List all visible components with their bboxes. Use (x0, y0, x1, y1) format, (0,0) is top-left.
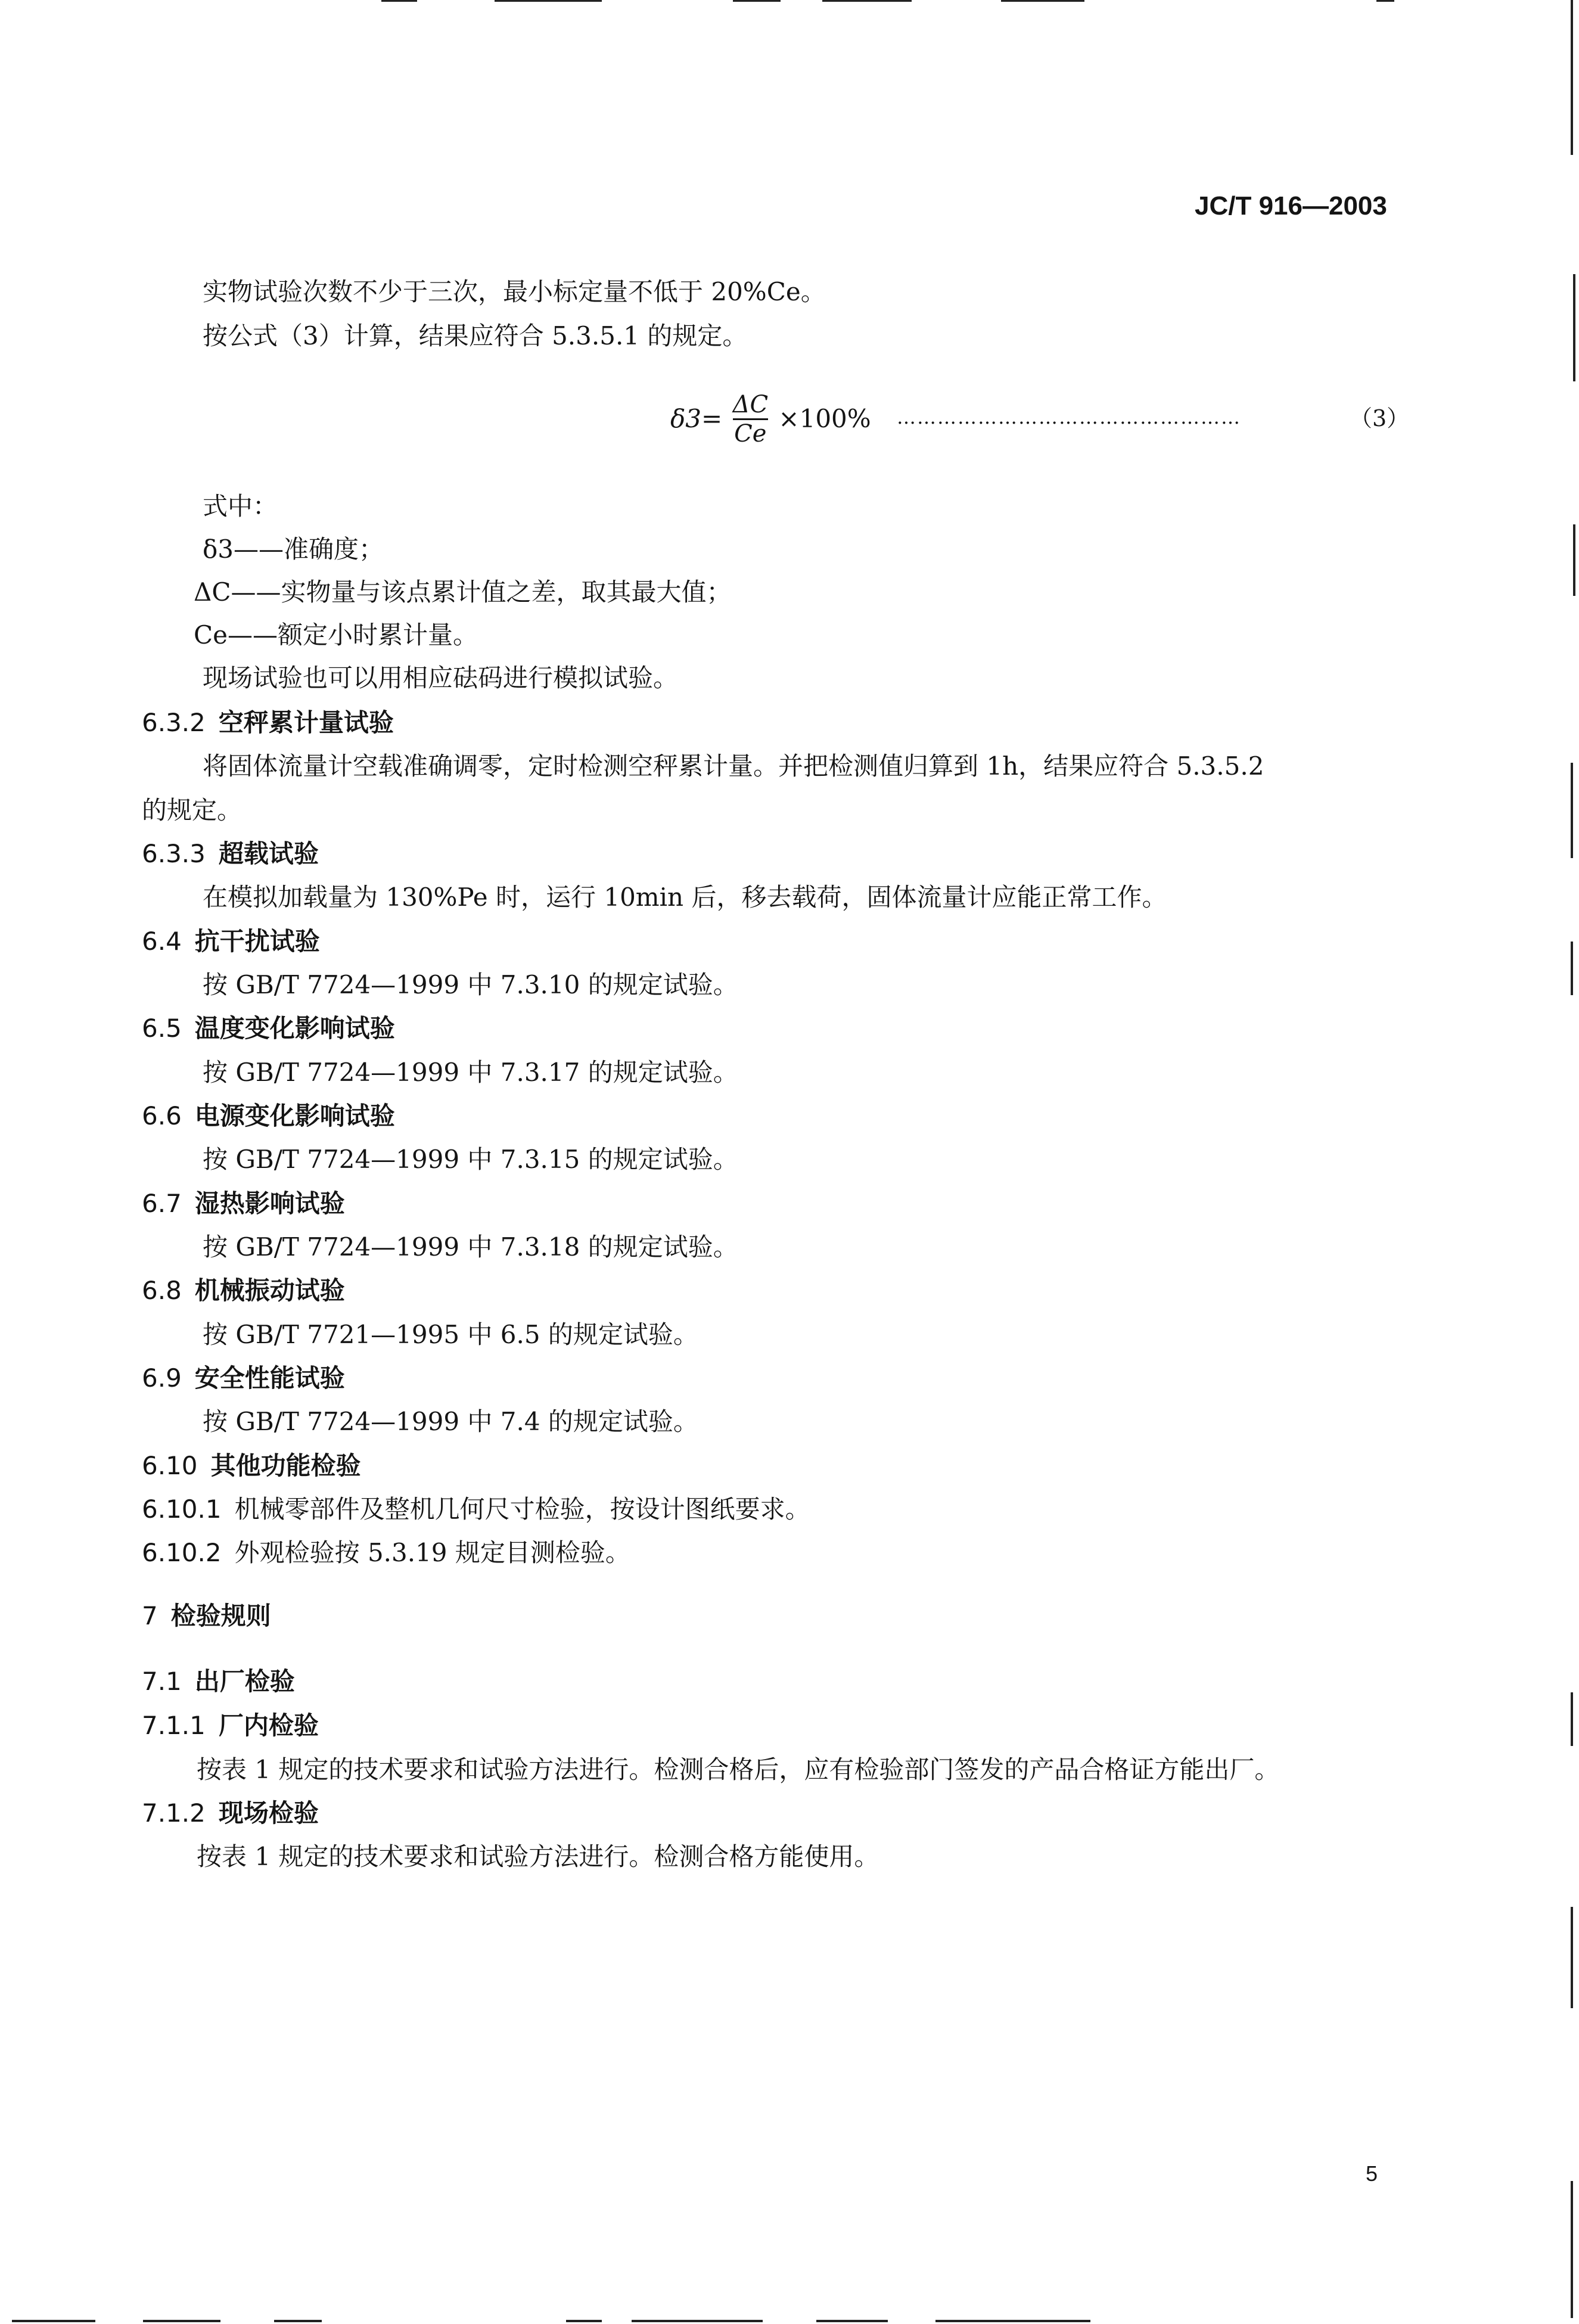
section-number: 6.7 (142, 1189, 182, 1218)
section-number: 6.10.1 (142, 1495, 222, 1524)
scan-artifact-right-4 (1571, 763, 1573, 858)
section-number: 7 (142, 1601, 158, 1630)
section-title: 现场检验 (218, 1798, 319, 1828)
scan-artifact-bottom-4 (566, 2320, 602, 2322)
paragraph-line: 按 GB/T 7724—1999 中 7.3.15 的规定试验。 (203, 1145, 738, 1174)
scan-artifact-bottom-7 (935, 2320, 1090, 2322)
scan-artifact-right-1 (1571, 0, 1573, 155)
section-title: 电源变化影响试验 (194, 1101, 395, 1130)
scan-artifact-top-6 (1376, 0, 1394, 2)
formula-fraction (733, 391, 769, 448)
paragraph-line: 实物试验次数不少于三次，最小标定量不低于 20%Ce。 (203, 277, 826, 306)
section-heading-6-5 (142, 1012, 395, 1045)
section-item-6-10-2 (142, 1536, 630, 1570)
section-number: 6.10 (142, 1451, 198, 1480)
paragraph-line: 按公式（3）计算，结果应符合 5.3.5.1 的规定。 (203, 321, 748, 350)
section-heading-6-10 (142, 1449, 361, 1483)
paragraph-line: 按 GB/T 7724—1999 中 7.3.10 的规定试验。 (203, 970, 738, 999)
paragraph-line: 按 GB/T 7721—1995 中 6.5 的规定试验。 (203, 1320, 698, 1349)
formula-lhs: δ3= (670, 404, 723, 433)
where-label: 式中： (203, 492, 278, 521)
scan-artifact-bottom-1 (12, 2320, 95, 2322)
section-body: 机械零部件及整机几何尺寸检验，按设计图纸要求。 (234, 1495, 810, 1524)
section-number: 6.3.2 (142, 708, 206, 737)
section-title: 机械振动试验 (194, 1276, 345, 1305)
definition-line: ΔC——实物量与该点累计值之差，取其最大值； (194, 577, 732, 607)
formula-denominator: Ce (733, 418, 769, 448)
definition-line: Ce——额定小时累计量。 (194, 620, 478, 650)
formula-number: （3） (1350, 405, 1410, 431)
scan-artifact-bottom-5 (632, 2320, 763, 2322)
section-heading-6-3-3 (142, 837, 319, 871)
scan-artifact-top-4 (822, 0, 912, 2)
scan-artifact-top-1 (381, 0, 417, 2)
section-title: 湿热影响试验 (194, 1189, 345, 1218)
formula-rhs: ×100% (778, 404, 871, 433)
paragraph-line: 在模拟加载量为 130%Pe 时，运行 10min 后，移去载荷，固体流量计应能正常工作。 (203, 883, 1167, 912)
paragraph-line: 的规定。 (142, 796, 243, 825)
section-title: 抗干扰试验 (194, 927, 320, 956)
section-title: 空秤累计量试验 (218, 708, 394, 737)
section-heading-6-7 (142, 1187, 345, 1220)
section-heading-6-3-2 (142, 706, 394, 740)
paragraph-line: 按表 1 规定的技术要求和试验方法进行。检测合格后，应有检验部门签发的产品合格证方能出厂。 (197, 1755, 1280, 1784)
section-number: 6.9 (142, 1363, 182, 1393)
scan-artifact-bottom-3 (274, 2320, 322, 2322)
scan-artifact-right-8 (1571, 2181, 1573, 2318)
paragraph-line: 现场试验也可以用相应砝码进行模拟试验。 (203, 663, 679, 692)
scan-artifact-right-7 (1571, 1907, 1573, 2008)
formula-numerator: ΔC (732, 390, 769, 418)
section-heading-6-4 (142, 925, 320, 958)
scan-artifact-right-5 (1571, 942, 1573, 995)
paragraph-line: 按 GB/T 7724—1999 中 7.3.17 的规定试验。 (203, 1058, 738, 1087)
paragraph-line: 将固体流量计空载准确调零，定时检测空秤累计量。并把检测值归算到 1h，结果应符合 5.3.5.2 (203, 751, 1264, 781)
section-number: 6.6 (142, 1101, 182, 1130)
chapter-heading-7 (142, 1599, 271, 1633)
section-item-6-10-1 (142, 1493, 810, 1526)
section-title: 检验规则 (170, 1601, 271, 1630)
section-number: 6.10.2 (142, 1538, 222, 1567)
definition-line: δ3——准确度； (203, 535, 384, 564)
section-heading-6-6 (142, 1099, 395, 1133)
section-title: 安全性能试验 (194, 1363, 345, 1393)
section-heading-6-8 (142, 1274, 345, 1307)
section-body: 外观检验按 5.3.19 规定目测检验。 (234, 1538, 630, 1567)
scan-artifact-top-3 (733, 0, 781, 2)
section-title: 其他功能检验 (210, 1451, 361, 1480)
scan-artifact-top-2 (495, 0, 602, 2)
formula (670, 387, 871, 447)
formula-dots: …………………………………………… (897, 406, 1241, 428)
section-heading-6-9 (142, 1362, 345, 1395)
section-number: 6.4 (142, 927, 182, 956)
section-title: 厂内检验 (218, 1711, 319, 1740)
section-number: 7.1.2 (142, 1798, 206, 1828)
paragraph-line: 按 GB/T 7724—1999 中 7.3.18 的规定试验。 (203, 1232, 738, 1262)
scan-artifact-right-6 (1571, 1692, 1573, 1746)
standard-code: JC/T 916—2003 (1195, 191, 1387, 220)
scan-artifact-right-3 (1573, 524, 1575, 596)
section-number: 6.5 (142, 1014, 182, 1043)
section-heading-7-1-1 (142, 1709, 319, 1742)
section-number: 6.3.3 (142, 839, 206, 868)
section-title: 温度变化影响试验 (194, 1014, 395, 1043)
section-title: 超载试验 (218, 839, 319, 868)
scan-artifact-bottom-6 (816, 2320, 888, 2322)
section-heading-7-1-2 (142, 1797, 319, 1830)
section-number: 7.1 (142, 1667, 182, 1696)
section-heading-7-1 (142, 1665, 295, 1698)
scan-artifact-top-5 (1001, 0, 1084, 2)
page-number: 5 (1366, 2161, 1378, 2186)
section-number: 7.1.1 (142, 1711, 206, 1740)
scan-artifact-bottom-2 (143, 2320, 220, 2322)
paragraph-line: 按 GB/T 7724—1999 中 7.4 的规定试验。 (203, 1407, 698, 1436)
section-number: 6.8 (142, 1276, 182, 1305)
scan-artifact-right-2 (1573, 274, 1575, 381)
paragraph-line: 按表 1 规定的技术要求和试验方法进行。检测合格方能使用。 (197, 1842, 879, 1871)
section-title: 出厂检验 (194, 1667, 295, 1696)
